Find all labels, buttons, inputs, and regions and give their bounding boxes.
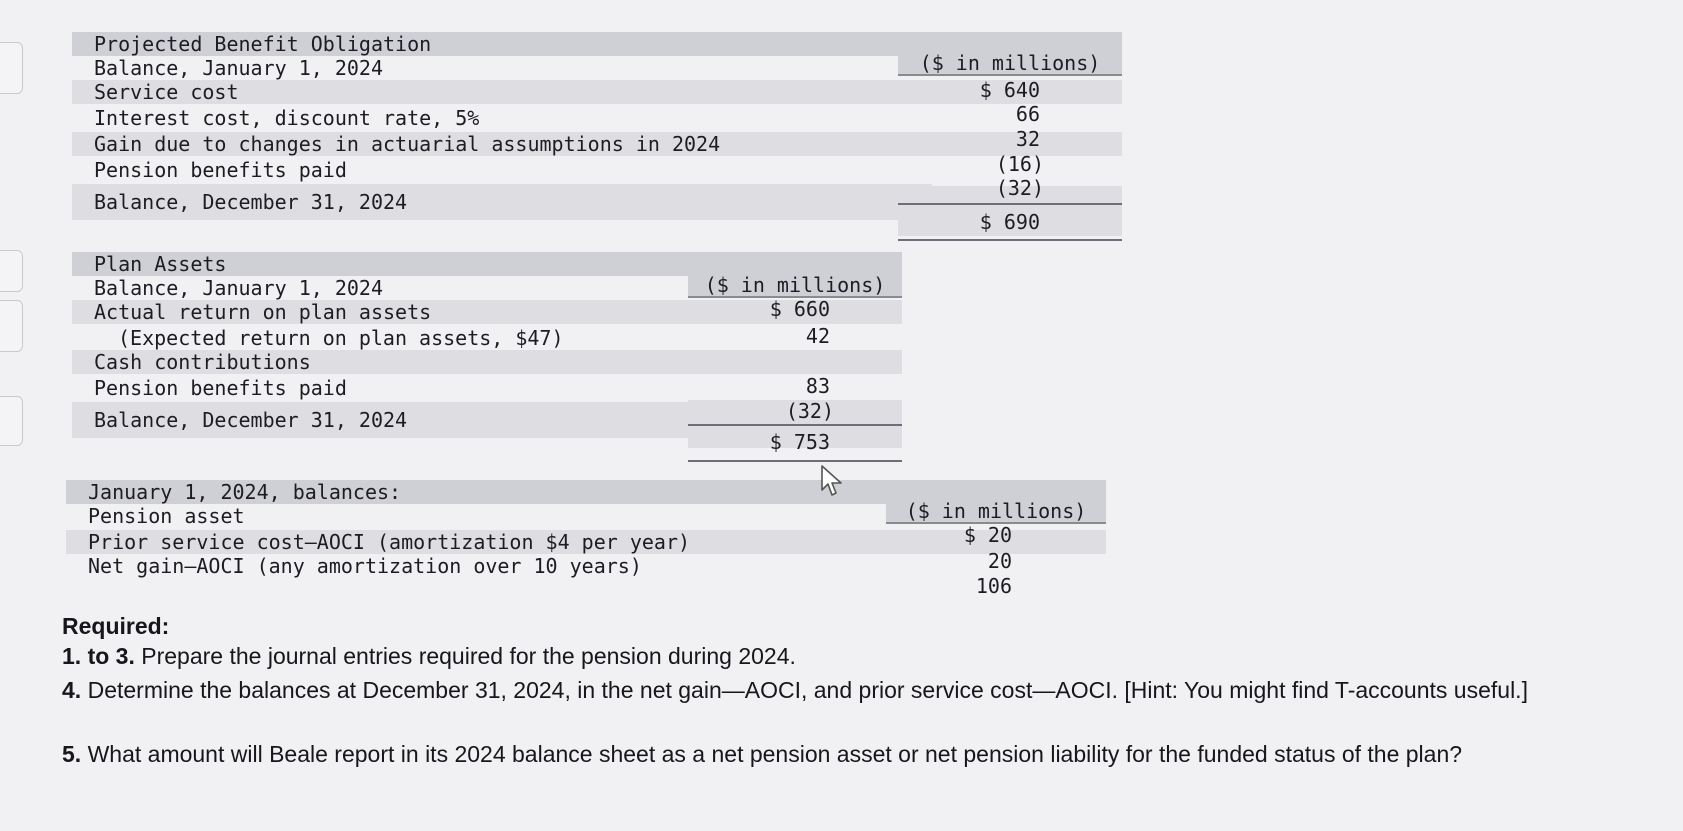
plan-assets-row-label: Pension benefits paid [94,376,347,400]
plan-assets-row-label: Actual return on plan assets [72,300,902,324]
side-tab [0,250,23,292]
plan-assets-value: 83 [805,374,830,398]
jan-balances-title: January 1, 2024, balances: [66,480,1106,504]
jan-balances-unit-header: ($ in millions) [886,498,1106,524]
pbo-subtotal-rule [898,203,1122,205]
required-item-number: 5. [62,741,82,767]
pbo-value: $ 640 [979,78,1040,102]
pbo-row-label: Pension benefits paid [94,158,347,182]
required-item-text: Determine the balances at December 31, 2024, in the net gain—AOCI, and prior service cost—AOCI. [Hint: You might find T-accounts useful.] [87,677,1528,703]
required-item-1 [62,642,1622,671]
required-item-5 [62,740,1622,769]
plan-assets-row-label: Balance, December 31, 2024 [72,402,702,438]
plan-assets-total-rule [688,460,902,462]
jan-balances-value: 20 [987,549,1012,573]
side-tab [0,396,23,446]
jan-balances-row-label: Net gain–AOCI (any amortization over 10 years) [88,554,642,578]
mouse-cursor-icon [820,464,846,498]
plan-assets-unit-header: ($ in millions) [688,272,902,298]
plan-assets-row-label: Cash contributions [72,350,902,374]
pbo-value: 32 [1015,127,1040,151]
plan-assets-value: $ 660 [769,297,830,321]
pbo-title: Projected Benefit Obligation [72,32,1122,56]
plan-assets-value: (32) [785,399,834,423]
required-item-text: Prepare the journal entries required for the pension during 2024. [141,643,796,669]
jan-balances-value: $ 20 [963,523,1012,547]
pbo-value: (16) [995,152,1044,176]
required-item-4 [62,676,1622,705]
pbo-row-label: Balance, December 31, 2024 [72,184,932,220]
pbo-row-label: Service cost [72,80,1122,104]
plan-assets-value: 42 [805,324,830,348]
pbo-total-rule [898,239,1122,241]
pbo-value: (32) [995,176,1044,200]
pbo-row-label: Balance, January 1, 2024 [94,56,383,80]
required-heading: Required: [62,613,170,639]
pbo-value: 66 [1015,102,1040,126]
plan-assets-subtotal-rule [688,424,902,426]
required-item-text: What amount will Beale report in its 2024 balance sheet as a net pension asset or net pension liability for the funded status of the plan? [87,741,1463,767]
side-tab [0,42,23,94]
required-item-number: 1. to 3. [62,643,135,669]
plan-assets-title: Plan Assets [72,252,902,276]
jan-balances-row-label: Prior service cost–AOCI (amortization $4 per year) [66,530,1106,554]
jan-balances-value: 106 [975,574,1012,598]
pbo-row-label: Interest cost, discount rate, 5% [94,106,480,130]
jan-balances-row-label: Pension asset [88,504,245,528]
side-tab [0,300,23,352]
plan-assets-row-label: (Expected return on plan assets, $47) [118,326,564,350]
plan-assets-row-label: Balance, January 1, 2024 [94,276,383,300]
pbo-row-label: Gain due to changes in actuarial assumptions in 2024 [72,132,1122,156]
pbo-value: $ 690 [979,210,1040,234]
pbo-unit-header: ($ in millions) [898,50,1122,76]
plan-assets-value: $ 753 [769,430,830,454]
required-item-number: 4. [62,677,82,703]
